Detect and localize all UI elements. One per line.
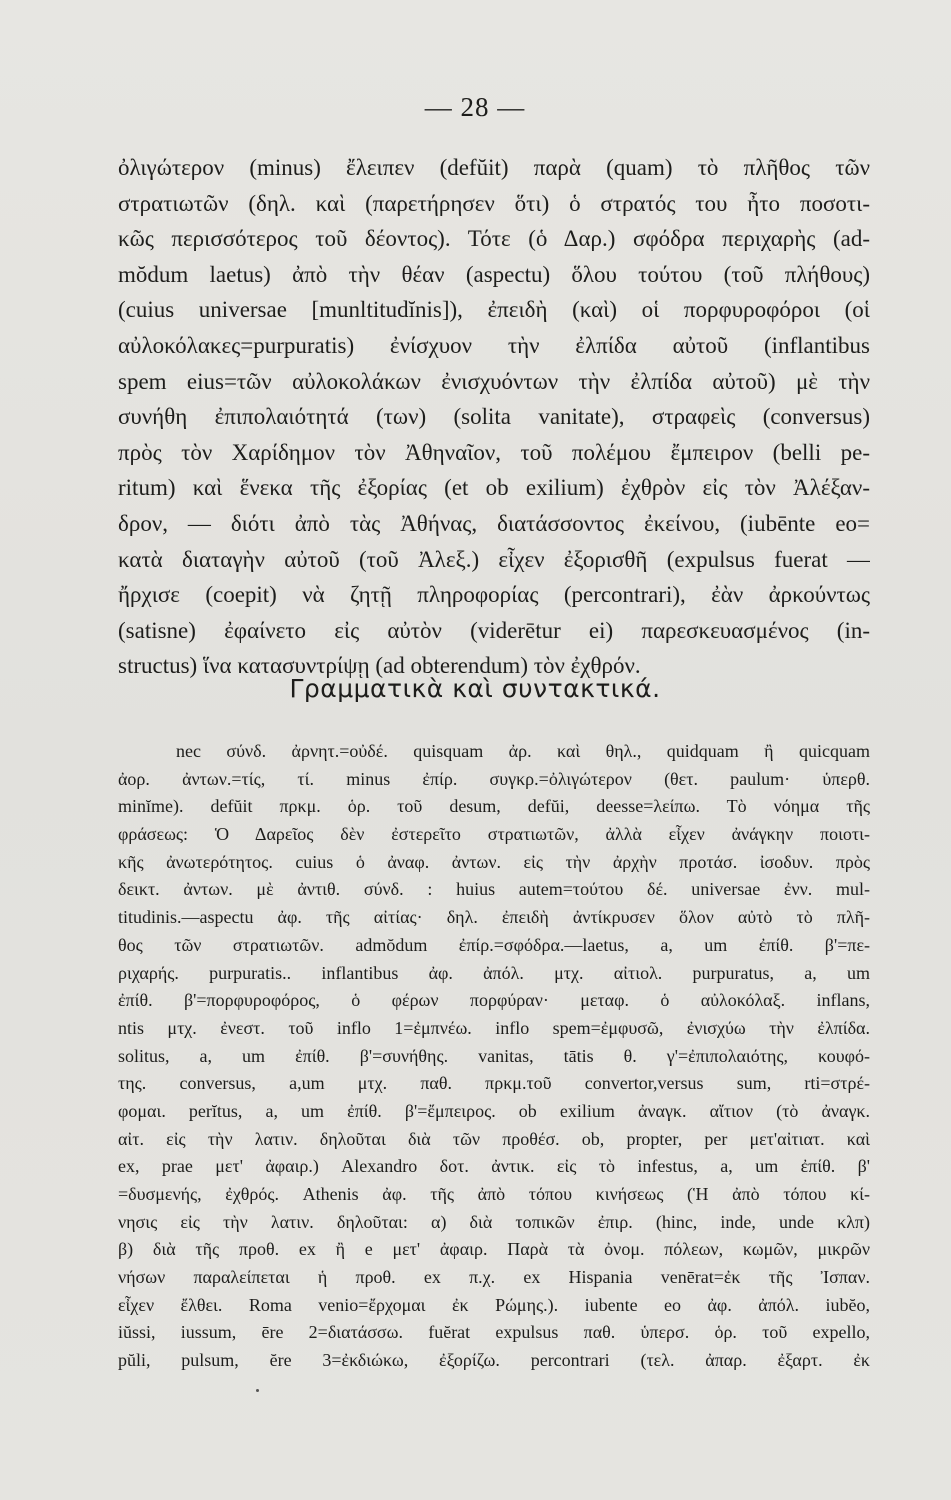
notes-line: nec σύνδ. ἀρνητ.=οὐδέ. quisquam ἀρ. καὶ θηλ., quidquam ἢ quicquam (176, 741, 870, 761)
main-text-line: ritum) καὶ ἕνεκα τῆς ἐξορίας (et ob exilium) ἐχθρὸν εἰς τὸν Ἀλέξαν- (118, 475, 870, 501)
main-text-line: mŏdum laetus) ἀπὸ τὴν θέαν (aspectu) ὅλου τούτου (τοῦ πλήθους) (118, 261, 870, 287)
main-text (118, 150, 870, 684)
main-text-line: (cuius universae [munltitudĭnis]), ἐπειδὴ (καὶ) οἱ πορφυροφόροι (οἱ (118, 297, 870, 323)
notes-line: φομαι. perĭtus, a, um ἐπίθ. β'=ἔμπειρος. ob exilium ἀναγκ. αἴτιον (τὸ ἀναγκ. (118, 1100, 870, 1121)
main-text-line: ὀλιγώτερον (minus) ἔλειπεν (defŭit) παρὰ (quam) τὸ πλῆθος τῶν (118, 155, 870, 180)
print-speck (256, 1389, 259, 1392)
main-text-line: συνήθη ἐπιπολαιότητά (των) (solita vanitate), στραφεὶς (conversus) (118, 404, 870, 430)
notes-line: θος τῶν στρατιωτῶν. admŏdum ἐπίρ.=σφόδρα.—laetus, a, um ἐπίθ. β'=πε- (118, 934, 870, 955)
notes-line: ntis μτχ. ἐνεστ. τοῦ inflo 1=ἐμπνέω. inflo spem=ἐμφυσῶ, ἐνισχύω τὴν ἐλπίδα. (118, 1017, 870, 1038)
notes-line: pŭli, pulsum, ĕre 3=ἐκδιώκω, ἐξορίζω. percontrari (τελ. ἀπαρ. ἐξαρτ. ἐκ (118, 1350, 870, 1371)
notes-line: νήσων παραλείπεται ἡ προθ. ex π.χ. ex Hispania venērat=ἐκ τῆς Ἰσπαν. (118, 1267, 870, 1288)
main-text-line: (satisne) ἐφαίνετο εἰς αὐτὸν (viderētur ei) παρεσκευασμένος (in- (118, 617, 870, 643)
notes-line: ἀορ. ἀντων.=τίς, τί. minus ἐπίρ. συγκρ.=ὀλιγώτερον (θετ. paulum· ὑπερθ. (118, 768, 870, 789)
main-text-line: structus) ἵνα κατασυντρίψῃ (ad obterendum) τὸν ἐχθρόν. (118, 653, 641, 679)
main-text-line: κῶς περισσότερος τοῦ δέοντος). Τότε (ὁ Δαρ.) σφόδρα περιχαρὴς (ad- (118, 226, 870, 252)
main-text-line: στρατιωτῶν (δηλ. καὶ (παρετήρησεν ὅτι) ὁ στρατός του ἦτο ποσοτι- (118, 190, 870, 216)
main-text-line: δρον, — διότι ἀπὸ τὰς Ἀθήνας, διατάσσοντος ἐκείνου, (iubēnte eo= (118, 510, 870, 536)
page-number: — 28 — (424, 92, 526, 122)
notes-line: ριχαρής. purpuratis.. inflantibus ἀφ. ἀπόλ. μτχ. αἰτιολ. purpuratus, a, um (118, 962, 870, 983)
section-title: Γραμματικὰ καὶ συντακτικά. (289, 674, 661, 703)
notes-line: εἶχεν ἔλθει. Roma venio=ἔρχομαι ἐκ Ρώμης.). iubente eo ἀφ. ἀπόλ. iubĕo, (118, 1294, 870, 1315)
notes-line: β) διὰ τῆς προθ. ex ἢ e μετ' ἀφαιρ. Παρὰ τὰ ὀνομ. πόλεων, κωμῶν, μικρῶν (118, 1239, 870, 1260)
notes-line: titudinis.—aspectu ἀφ. τῆς αἰτίας· δηλ. ἐπειδὴ ἀντίκρυσεν ὅλον αὐτὸ τὸ πλῆ- (118, 907, 870, 928)
notes-line: =δυσμενής, ἐχθρός. Athenis ἀφ. τῆς ἀπὸ τόπου κινήσεως (Ἡ ἀπὸ τόπου κί- (118, 1184, 870, 1204)
notes-line: ex, prae μετ' ἀφαιρ.) Alexandro δοτ. ἀντικ. εἰς τὸ infestus, a, um ἐπίθ. β' (118, 1156, 870, 1177)
notes-line: αἰτ. εἰς τὴν λατιν. δηλοῦται διὰ τῶν προθέσ. ob, propter, per μετ'αἰτιατ. καὶ (118, 1128, 870, 1149)
main-text-line: πρὸς τὸν Χαρίδημον τὸν Ἀθηναῖον, τοῦ πολέμου ἔμπειρον (belli pe- (118, 439, 870, 465)
notes-line: ἐπίθ. β'=πορφυροφόρος, ὁ φέρων πορφύραν· μεταφ. ὁ αὐλοκόλαξ. inflans, (118, 990, 870, 1011)
main-text-line: ἤρχισε (coepit) νὰ ζητῇ πληροφορίας (percontrari), ἐὰν ἀρκούντως (118, 582, 870, 608)
notes-line: minĭme). defŭit πρκμ. ὁρ. τοῦ desum, defŭi, deesse=λείπω. Τὸ νόημα τῆς (118, 796, 870, 817)
notes-line: solitus, a, um ἐπίθ. β'=συνήθης. vanitas, tātis θ. γ'=ἐπιπολαιότης, κουφό- (118, 1045, 870, 1066)
notes-line: iŭssi, iussum, ēre 2=διατάσσω. fuĕrat expulsus παθ. ὑπερσ. ὁρ. τοῦ expello, (118, 1322, 870, 1343)
main-text-line: κατὰ διαταγὴν αὐτοῦ (τοῦ Ἀλεξ.) εἶχεν ἐξορισθῆ (expulsus fuerat — (118, 546, 870, 572)
notes-line: κῆς ἀνωτερότητος. cuius ὁ ἀναφ. ἀντων. εἰς τὴν ἀρχὴν προτάσ. ἰσοδυν. πρὸς (118, 851, 870, 872)
main-text-line: spem eius=τῶν αὐλοκολάκων ἐνισχυόντων τὴν ἐλπίδα αὐτοῦ) μὲ τὴν (118, 368, 870, 394)
grammar-notes (118, 738, 870, 1375)
notes-line: φράσεως: Ὁ Δαρεῖος δὲν ἐστερεῖτο στρατιωτῶν, ἀλλὰ εἶχεν ἀνάγκην ποιοτι- (118, 824, 870, 845)
notes-line: νησις εἰς τὴν λατιν. δηλοῦται: α) διὰ τοπικῶν ἐπιρ. (hinc, inde, unde κλπ) (118, 1211, 870, 1232)
notes-line: της. conversus, a,um μτχ. παθ. πρκμ.τοῦ convertor,versus sum, rti=στρέ- (118, 1073, 870, 1094)
notes-line: δεικτ. ἀντων. μὲ ἀντιθ. σύνδ. : huius autem=τούτου δέ. universae ἐνν. mul- (118, 879, 870, 900)
main-text-line: αὐλοκόλακες=purpuratis) ἐνίσχυον τὴν ἐλπίδα αὐτοῦ (inflantibus (118, 332, 870, 358)
